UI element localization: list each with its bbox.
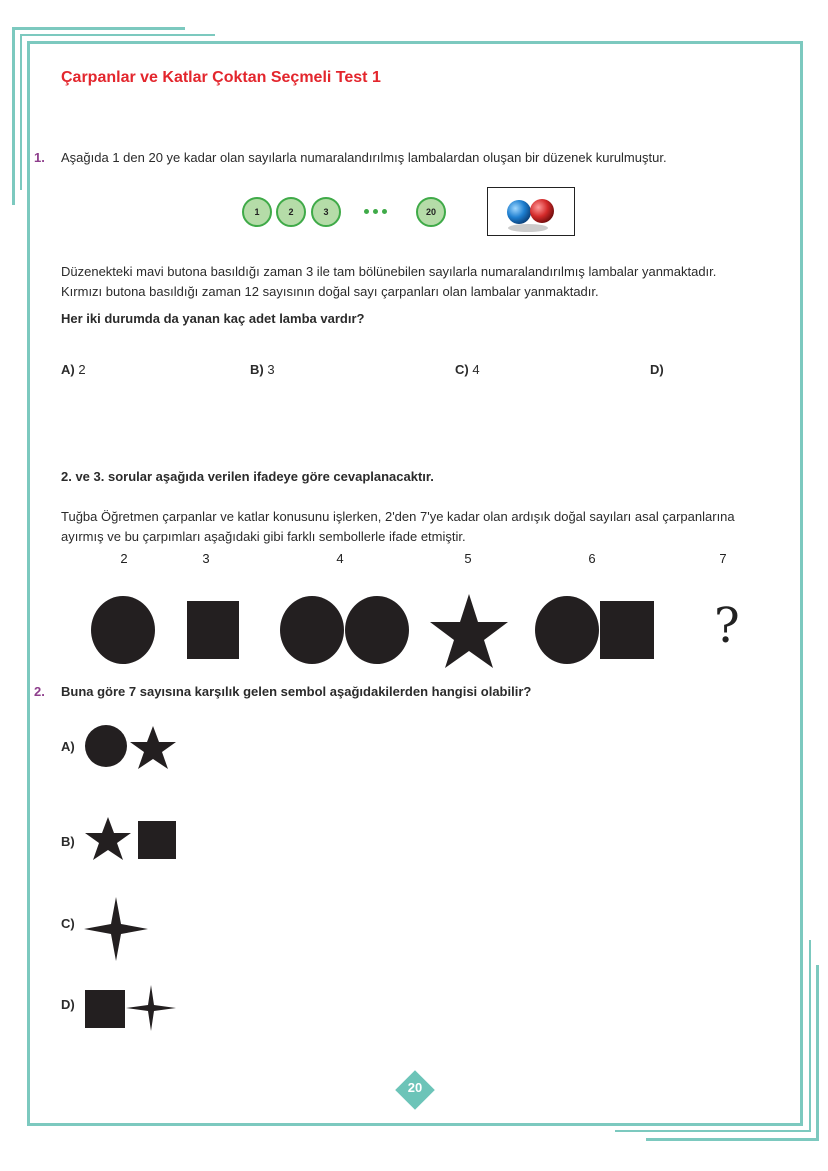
four-point-star-icon: [126, 985, 176, 1031]
number-label-6: 6: [588, 551, 596, 566]
star-icon: [430, 594, 508, 668]
number-label-2: 2: [120, 551, 128, 566]
square-icon: [138, 821, 176, 859]
star-icon: [130, 726, 176, 769]
question-2-prompt: Buna göre 7 sayısına karşılık gelen sembol aşağıdakilerden hangisi olabilir?: [61, 684, 532, 699]
q1-option-d[interactable]: D): [650, 362, 664, 377]
number-label-5: 5: [464, 551, 472, 566]
shared-para-1: Tuğba Öğretmen çarpanlar ve katlar konusunu işlerken, 2'den 7'ye kadar olan ardışık doğal sayıları asal çarpanlarına: [61, 509, 735, 524]
question-1-prompt: Her iki durumda da yanan kaç adet lamba vardır?: [61, 311, 365, 326]
question-1-desc1: Düzenekteki mavi butona basıldığı zaman 3 ile tam bölünebilen sayılarla numaralandırılmış lambalar yanmaktadır.: [61, 264, 717, 279]
q1-option-a[interactable]: A) 2: [61, 362, 86, 377]
four-point-star-icon: [84, 897, 148, 961]
symbol-row: [80, 590, 680, 670]
shared-heading: 2. ve 3. sorular aşağıda verilen ifadeye göre cevaplanacaktır.: [61, 469, 434, 484]
question-1-intro: Aşağıda 1 den 20 ye kadar olan sayılarla numaralandırılmış lambalardan oluşan bir düzenek kurulmuştur.: [61, 150, 667, 165]
number-label-3: 3: [202, 551, 210, 566]
number-label-7: 7: [719, 551, 727, 566]
page-number: 20: [407, 1080, 423, 1095]
button-panel: [487, 187, 575, 236]
number-label-4: 4: [336, 551, 344, 566]
lamp-3: 3: [311, 197, 341, 227]
question-1-number: 1.: [34, 150, 45, 165]
q1-option-c[interactable]: C) 4: [455, 362, 480, 377]
blue-button-icon: [507, 200, 531, 224]
shared-para-2: ayırmış ve bu çarpımları aşağıdaki gibi farklı sembollerle ifade etmiştir.: [61, 529, 466, 544]
lamp-1: 1: [242, 197, 272, 227]
unknown-symbol: ?: [714, 598, 740, 654]
square-icon: [187, 601, 239, 659]
square-icon: [85, 990, 125, 1028]
lamp-2: 2: [276, 197, 306, 227]
test-title: Çarpanlar ve Katlar Çoktan Seçmeli Test 1: [61, 69, 381, 86]
lamp-20: 20: [416, 197, 446, 227]
star-icon: [85, 817, 131, 860]
circle-icon: [85, 725, 127, 767]
circle-icon: [91, 596, 155, 664]
circle-icon: [535, 596, 599, 664]
circle-icon: [345, 596, 409, 664]
question-2-number: 2.: [34, 684, 45, 699]
red-button-icon: [530, 199, 554, 223]
buttons-illustration: [488, 188, 574, 235]
ellipsis-dots: [364, 209, 387, 214]
circle-icon: [280, 596, 344, 664]
square-icon: [600, 601, 654, 659]
question-1-desc2: Kırmızı butona basıldığı zaman 12 sayısının doğal sayı çarpanları olan lambalar yanmaktadır.: [61, 284, 599, 299]
q1-option-b[interactable]: B) 3: [250, 362, 275, 377]
